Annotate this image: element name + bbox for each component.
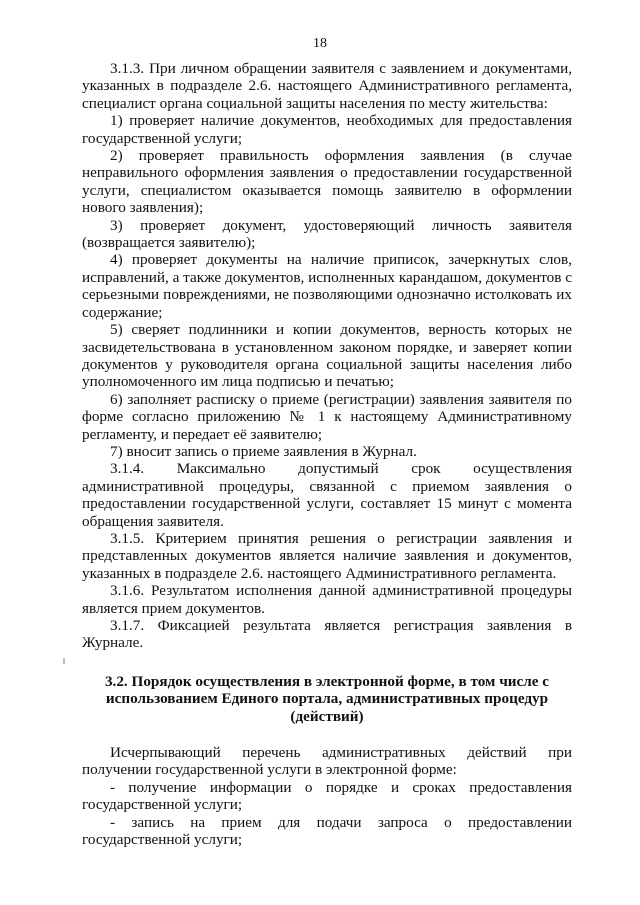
dash-list-item: - получение информации о порядке и сроках предоставления государственной услуги; (82, 778, 572, 814)
section-heading-line: 3.2. Порядок осуществления в электронной форме, в том числе с (104, 672, 550, 690)
list-item-5: 5) сверяет подлинники и копии документов, верность которых не засвидетельствована в установленном законом порядке, и заверяет копии документов у руководителя органа социальной защиты населения либо уполномоченного им лица подписью и печатью; (82, 321, 572, 391)
paragraph-3-1-3: 3.1.3. При личном обращении заявителя с заявлением и документами, указанных в подразделе 2.6. настоящего Административного регламента, специалист органа социальной защиты населения по месту жительства: (82, 60, 572, 112)
list-item-4: 4) проверяет документы на наличие приписок, зачеркнутых слов, исправлений, а также документов, исполненных карандашом, документов с серьезными повреждениями, не позволяющими однозначно истолковать их содержание; (82, 251, 572, 321)
margin-mark (63, 658, 65, 664)
list-item-6: 6) заполняет расписку о приеме (регистрации) заявления заявителя по форме согласно приложению № 1 к настоящему Административному регламенту, и передает её заявителю; (82, 390, 572, 443)
list-item-7: 7) вносит запись о приеме заявления в Журнал. (110, 442, 417, 460)
paragraph-3-1-6: 3.1.6. Результатом исполнения данной административной процедуры является прием документов. (82, 582, 572, 617)
paragraph-3-1-5: 3.1.5. Критерием принятия решения о регистрации заявления и представленных документов является наличие заявления и документов, указанных в подразделе 2.6. настоящего Административного регламента. (82, 529, 572, 582)
list-item-2: 2) проверяет правильность оформления заявления (в случае неправильного оформления заявления о предоставлении государственной услуги, специалистом оказывается помощь заявителю в оформлении нового заявления); (82, 147, 572, 217)
section-heading-3-2 (82, 673, 572, 725)
paragraph-3-1-7: 3.1.7. Фиксацией результата является регистрация заявления в Журнале. (82, 617, 572, 652)
section-heading-line: (действий) (290, 707, 364, 725)
list-item-3: 3) проверяет документ, удостоверяющий личность заявителя (возвращается заявителю); (82, 216, 572, 252)
page-number: 18 (313, 36, 327, 51)
paragraph-3-1-4: 3.1.4. Максимально допустимый срок осуществления административной процедуры, связанной с приемом заявления о предоставлении государственной услуги, составляет 15 минут с момента обращения заявителя. (82, 460, 572, 530)
document-body (82, 60, 572, 848)
list-item-1: 1) проверяет наличие документов, необходимых для предоставления государственной услуги; (82, 112, 572, 147)
dash-list-item: - запись на прием для подачи запроса о предоставлении государственной услуги; (82, 813, 572, 849)
section-heading-line: использованием Единого портала, административных процедур (105, 690, 549, 708)
paragraph-list-intro: Исчерпывающий перечень административных действий при получении государственной услуги в электронной форме: (82, 744, 572, 779)
